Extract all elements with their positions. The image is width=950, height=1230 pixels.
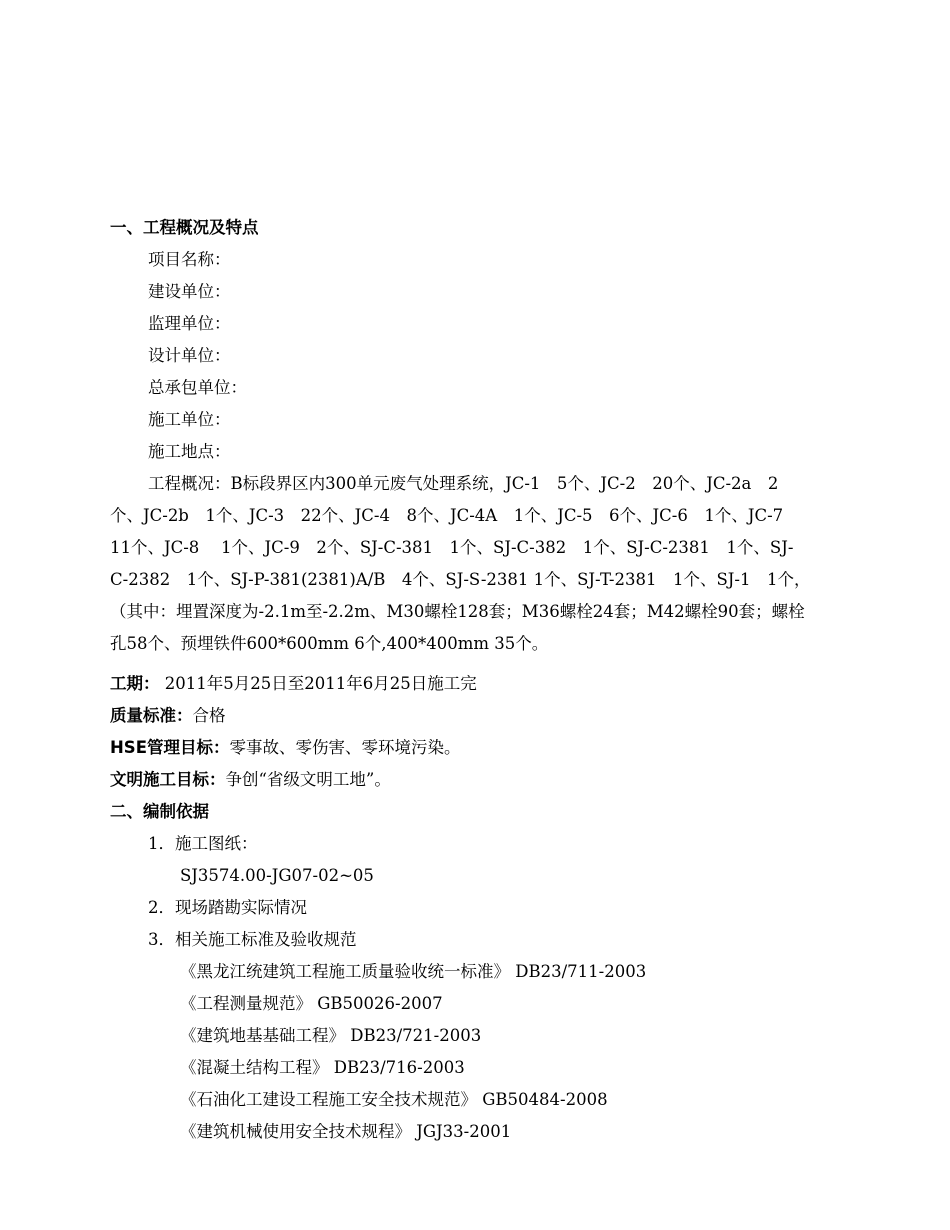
standard-item: 《混凝土结构工程》 DB23/716-2003 — [180, 1058, 465, 1077]
info-schedule-value: 2011年5月25日至2011年6月25日施工完 — [159, 674, 477, 693]
field-location: 施工地点： — [148, 442, 231, 461]
document-page — [110, 212, 870, 1148]
field-general-contractor: 总承包单位： — [148, 378, 247, 397]
info-quality-value: 合格 — [192, 706, 226, 725]
basis-item-site-survey: 2．现场踏勘实际情况 — [148, 898, 307, 917]
field-client: 建设单位： — [148, 282, 231, 301]
info-civilized — [110, 764, 870, 796]
standard-item: 《建筑地基基础工程》 DB23/721-2003 — [180, 1026, 482, 1045]
overview-line: （其中：埋置深度为-2.1m至-2.2m、M30螺栓128套；M36螺栓24套；M42螺栓90套；螺栓 — [110, 602, 805, 621]
standard-item: 《工程测量规范》 GB50026-2007 — [180, 994, 443, 1013]
info-hse-value: 零事故、零伤害、零环境污染。 — [229, 738, 461, 757]
info-quality — [110, 700, 870, 732]
info-hse — [110, 732, 870, 764]
section-heading-basis: 二、编制依据 — [110, 802, 209, 821]
standard-item: 《石油化工建设工程施工安全技术规范》 GB50484-2008 — [180, 1090, 608, 1109]
section-heading-overview: 一、工程概况及特点 — [110, 218, 259, 237]
field-contractor: 施工单位： — [148, 410, 231, 429]
info-quality-label: 质量标准： — [110, 706, 193, 725]
field-supervisor: 监理单位： — [148, 314, 231, 333]
standard-item: 《黑龙江统建筑工程施工质量验收统一标准》 DB23/711-2003 — [180, 962, 647, 981]
info-schedule-label: 工期： — [110, 674, 160, 693]
info-schedule — [110, 668, 870, 700]
overview-line: C-2382 1个、SJ-P-381(2381)A/B 4个、SJ-S-2381 1个、SJ-T-2381 1个、SJ-1 1个， — [110, 570, 811, 589]
field-designer: 设计单位： — [148, 346, 231, 365]
overview-line: 工程概况：B标段界区内300单元废气处理系统，JC-1 5个、JC-2 20个、JC-2a 2 — [148, 474, 779, 493]
basis-item-drawings-number: SJ3574.00-JG07-02~05 — [180, 866, 374, 885]
info-civilized-label: 文明施工目标： — [110, 770, 226, 789]
standard-item: 《建筑机械使用安全技术规程》 JGJ33-2001 — [180, 1122, 512, 1141]
overview-paragraph — [110, 468, 870, 660]
info-civilized-value: 争创“省级文明工地”。 — [225, 770, 391, 789]
field-project-name: 项目名称： — [148, 250, 231, 269]
basis-item-standards: 3．相关施工标准及验收规范 — [148, 930, 357, 949]
basis-item-drawings: 1．施工图纸： — [148, 834, 258, 853]
info-hse-label: HSE管理目标： — [110, 738, 230, 757]
overview-line: 11个、JC-8 1个、JC-9 2个、SJ-C-381 1个、SJ-C-382 1个、SJ-C-2381 1个、SJ- — [110, 538, 794, 557]
overview-line: 孔58个、预埋铁件600*600mm 6个,400*400mm 35个。 — [110, 634, 549, 653]
overview-line: 个、JC-2b 1个、JC-3 22个、JC-4 8个、JC-4A 1个、JC-5 6个、JC-6 1个、JC-7 — [110, 506, 784, 525]
